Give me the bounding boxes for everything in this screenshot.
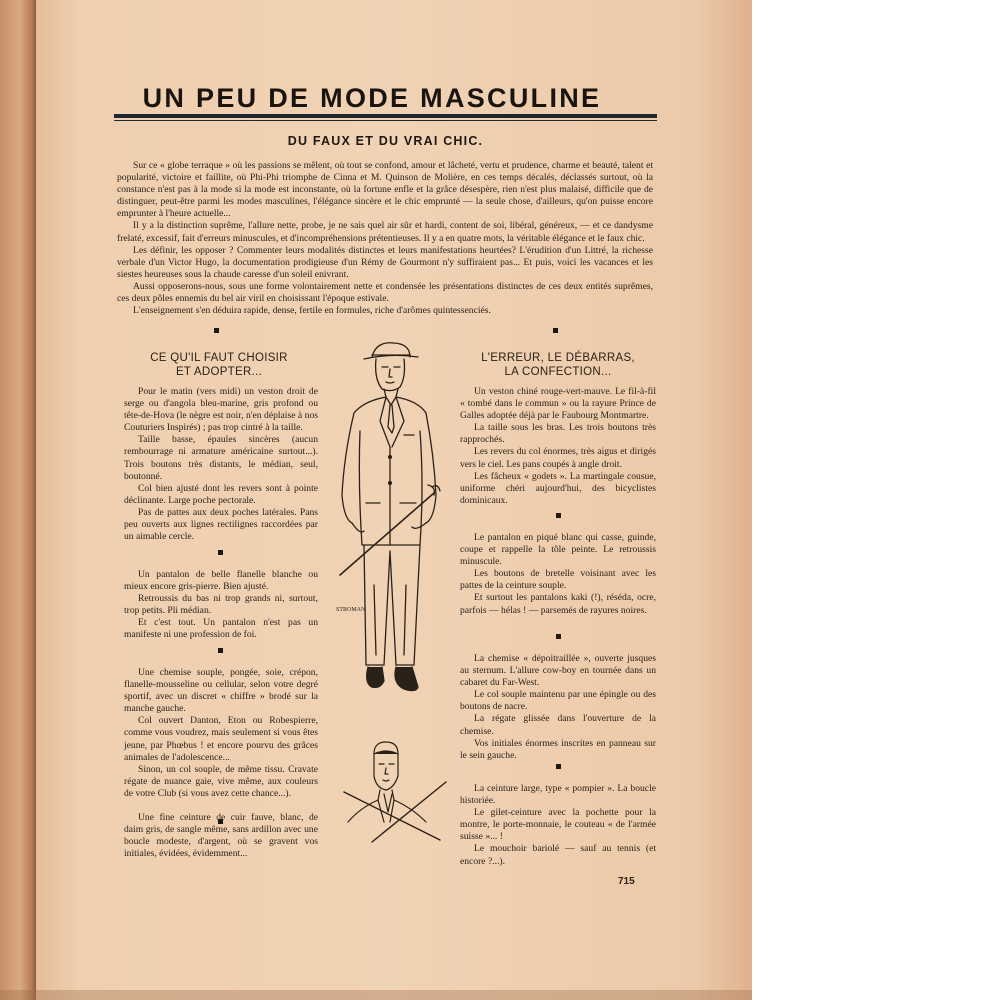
intro-paragraph: Sur ce « globe terraque » où les passions se mêlent, où tout se confond, amour et lâcheté, vertu et prudence, charme et beauté, talent et popularité, victoire et faillite, où Phi-Phi triomphe de Cinna et M. Quinson de Molière, en ces temps décalés, déclassés surtout, où la constance n'est pas à la mode si la mode est inconstante, où la fortune enfle et la grâce désespère, rien n'est plus malaisé, difficile que de distinguer, peut-être parmi les modes masculines, l'élégance sincère et le chic emprunté — la seule chose, d'ailleurs, qu'on puisse encore emprunter à l'heure actuelle... <box>117 160 653 220</box>
intro-paragraph: L'enseignement s'en déduira rapide, dense, fertile en formules, riche d'arômes quintessenciés. <box>133 305 491 317</box>
illustration-signature: STROMAN <box>336 607 366 613</box>
left-paragraph: Col ouvert Danton, Eton ou Robespierre, comme vous voudrez, mais seulement si vous êtes jeune, par Phœbus ! et encore pourvu des grâces animales de l'adolescence... <box>124 715 318 763</box>
section-separator <box>218 550 223 555</box>
left-block-jacket <box>124 386 318 543</box>
left-paragraph: Une chemise souple, pongée, soie, crépon, flanelle-mousseline ou cellular, selon votre degré sportif, avec un discret « chiffre » brodé sur la manche gauche. <box>124 667 318 715</box>
right-paragraph: Les revers du col énormes, très aigus et dirigés vers le ciel. Les pans coupés à angle droit. <box>460 446 656 470</box>
illustration-crossed-head <box>342 742 450 844</box>
left-paragraph: Et c'est tout. Un pantalon n'est pas un manifeste ni une profession de foi. <box>124 617 318 641</box>
right-paragraph: Un veston chiné rouge-vert-mauve. Le fil-à-fil « tombé dans le commun » ou la rayure Prince de Galles adoptée déjà par le Faubourg Montmartre. <box>460 386 656 422</box>
left-block-trousers <box>124 569 318 642</box>
left-paragraph: Sinon, un col souple, de même tissu. Cravate régate de nuance gaie, vive même, aux couleurs de votre Club (si vous avez cette chance...). <box>124 763 318 799</box>
left-block-shirt <box>124 667 318 800</box>
right-block-jacket <box>460 386 656 507</box>
page-number: 715 <box>618 876 635 887</box>
left-block-belt <box>124 812 318 860</box>
page-title: UN PEU DE MODE MASCULINE <box>142 83 602 113</box>
right-paragraph: Les fâcheux « godets ». La martingale cousue, uniforme chéri aujourd'hui, des bicyclistes dominicaux. <box>460 470 656 506</box>
intro-paragraph: Aussi opposerons-nous, sous une forme volontairement nette et condensée les présentations distinctes de ces deux entités suprêmes, ces deux pôles ennemis du bel air viril en choisissant l'époque estivale. <box>117 280 653 305</box>
section-separator <box>553 328 558 333</box>
right-paragraph: La taille sous les bras. Les trois boutons très rapprochés. <box>460 422 656 446</box>
left-paragraph: Un pantalon de belle flanelle blanche ou mieux encore gris-pierre. Bien ajusté. <box>124 569 318 593</box>
left-paragraph: Taille basse, épaules sincères (aucun rembourrage ni armature américaine surtout...). Trois boutons très distants, le médian, seul, boutonné. <box>124 434 318 482</box>
left-heading-line2: ET ADOPTER... <box>175 366 263 378</box>
intro-text <box>117 160 653 317</box>
page-bottom-shadow <box>0 990 752 1000</box>
left-paragraph: Retroussis du bas ni trop grands ni, surtout, trop petits. Pli médian. <box>124 593 318 617</box>
section-separator <box>556 764 561 769</box>
page-subtitle: DU FAUX ET DU VRAI CHIC. <box>287 134 484 148</box>
title-rule-thin <box>114 120 657 121</box>
right-paragraph: Le pantalon en piqué blanc qui casse, guinde, coupe et rappelle la tôle peinte. Le retroussis minuscule. <box>460 532 656 568</box>
section-separator <box>218 648 223 653</box>
left-paragraph: Pour le matin (vers midi) un veston droit de serge ou d'angola bleu-marine, gris profond ou tête-de-Hova (le nègre est noir, n'en déplaise à nos Couturiers Inspirés) ; pas trop cintré à la taille. <box>124 386 318 434</box>
right-paragraph: La ceinture large, type « pompier ». La boucle historiée. <box>460 783 656 807</box>
previous-page-edge <box>0 0 36 1000</box>
section-separator <box>214 328 219 333</box>
right-column-heading <box>458 351 658 379</box>
left-paragraph: Pas de pattes aux deux poches latérales. Pans peu ouverts aux lignes rectilignes raccordées par un aimable cercle. <box>124 506 318 543</box>
right-paragraph: La chemise « dépoitraillée », ouverte jusques au sternum. L'allure cow-boy en tournée dans un cabaret du Far-West. <box>460 653 656 689</box>
title-rule-thick <box>114 114 657 118</box>
right-paragraph: Le gilet-ceinture avec la pochette pour la montre, le porte-monnaie, le couteau « de l'armée suisse »... ! <box>460 807 656 843</box>
right-paragraph: Le mouchoir bariolé — sauf au tennis (et encore ?...). <box>460 843 656 867</box>
right-paragraph: Et surtout les pantalons kaki (!), réséda, ocre, parfois — hélas ! — parsemés de rayures noires. <box>460 592 656 616</box>
left-heading-line1: CE QU'IL FAUT CHOISIR <box>150 352 288 364</box>
right-paragraph: Vos initiales énormes inscrites en panneau sur le sein gauche. <box>460 737 656 761</box>
right-paragraph: La régate glissée dans l'ouverture de la chemise. <box>460 713 656 737</box>
illustration-standing-man <box>320 335 460 715</box>
section-separator <box>556 634 561 639</box>
right-paragraph: Le col souple maintenu par une épingle ou des boutons de nacre. <box>460 689 656 713</box>
section-separator <box>556 513 561 518</box>
left-column-heading <box>124 351 314 379</box>
right-block-trousers <box>460 532 656 617</box>
intro-paragraph: Les définir, les opposer ? Commenter leurs modalités distinctes et leurs manifestations heurtées? L'érudition d'un Littré, la richesse verbale d'un Victor Hugo, la documentation prodigieuse d'un Rémy de Gourmont n'y suffiraient pas... Et puis, voici les vacances et les siestes heureuses sous la chaude caresse d'un soleil enivrant. <box>117 244 653 280</box>
right-block-belt <box>460 783 656 868</box>
left-paragraph: Une fine ceinture de cuir fauve, blanc, de daim gris, de sangle même, sans ardillon avec une boucle modeste, d'argent, où se gravent vos initiales, évidées, évidemment... <box>124 812 318 860</box>
intro-paragraph: Il y a la distinction suprême, l'allure nette, probe, je ne sais quel air sûr et hardi, content de soi, libéral, généreux, — et ce dandysme frelaté, excessif, fait d'erreurs minuscules, et d'incompréhensions prétentieuses. Il y a en quatre mots, la véritable élégance et le faux chic. <box>117 220 653 244</box>
right-heading-line1: L'ERREUR, LE DÉBARRAS, <box>481 352 635 364</box>
right-block-shirt <box>460 653 656 762</box>
right-heading-line2: LA CONFECTION... <box>504 366 612 378</box>
left-paragraph: Col bien ajusté dont les revers sont à pointe déclinante. Large poche pectorale. <box>124 482 318 506</box>
right-paragraph: Les boutons de bretelle voisinant avec les pattes de la ceinture souple. <box>460 568 656 592</box>
